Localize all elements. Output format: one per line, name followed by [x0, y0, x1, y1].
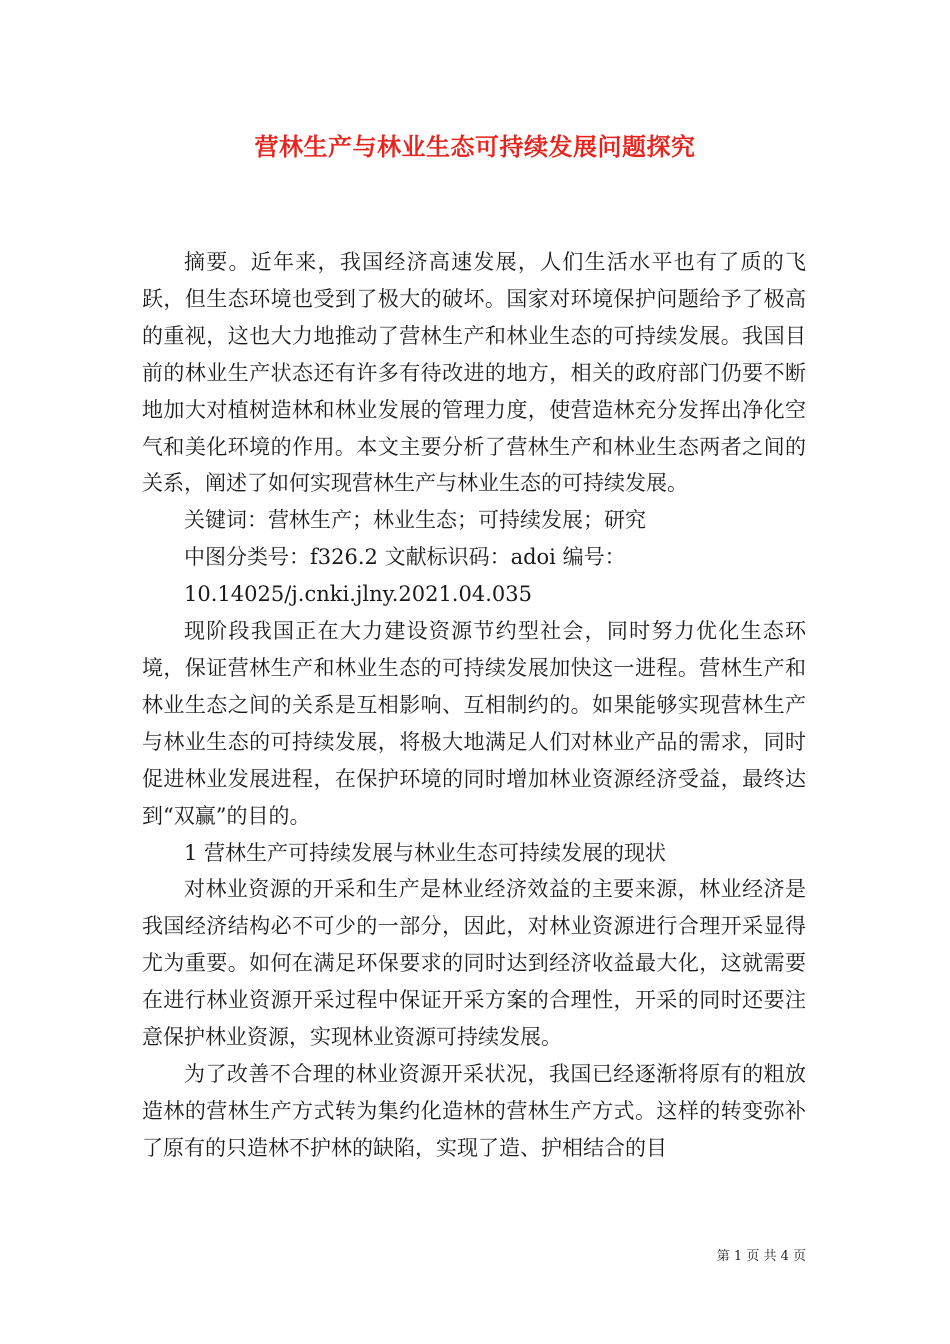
abstract-paragraph: 摘要。近年来，我国经济高速发展，人们生活水平也有了质的飞跃，但生态环境也受到了极大的破坏。国家对环境保护问题给予了极高的重视，这也大力地推动了营林生产和林业生态的可持续发展。我国目前的林业生产状态还有许多有待改进的地方，相关的政府部门仍要不断地加大对植树造林和林业发展的管理力度，使营造林充分发挥出净化空气和美化环境的作用。本文主要分析了营林生产和林业生态两者之间的关系，阐述了如何实现营林生产与林业生态的可持续发展。	[142, 250, 806, 496]
document-body	[142, 244, 806, 1167]
document-title: 营林生产与林业生态可持续发展问题探究	[254, 132, 696, 161]
body-paragraph: 为了改善不合理的林业资源开采状况，我国已经逐渐将原有的粗放造林的营林生产方式转为集约化造林的营林生产方式。这样的转变弥补了原有的只造林不护林的缺陷，实现了造、护相结合的目	[142, 1061, 806, 1160]
body-paragraph: 对林业资源的开采和生产是林业经济效益的主要来源，林业经济是我国经济结构必不可少的一部分，因此，对林业资源进行合理开采显得尤为重要。如何在满足环保要求的同时达到经济收益最大化，这就需要在进行林业资源开采过程中保证开采方案的合理性，开采的同时还要注意保护林业资源，实现林业资源可持续发展。	[142, 877, 806, 1050]
classification-line: 中图分类号：f326.2 文献标识码：adoi 编号：	[184, 545, 626, 570]
doi-line: 10.14025/j.cnki.jlny.2021.04.035	[184, 582, 532, 607]
body-paragraph: 现阶段我国正在大力建设资源节约型社会，同时努力优化生态环境，保证营林生产和林业生态的可持续发展加快这一进程。营林生产和林业生态之间的关系是互相影响、互相制约的。如果能够实现营林生产与林业生态的可持续发展，将极大地满足人们对林业产品的需求，同时促进林业发展进程，在保护环境的同时增加林业资源经济受益，最终达到“双赢”的目的。	[142, 619, 806, 828]
page-number-footer: 第 1 页 共 4 页	[716, 1249, 806, 1264]
keywords-line: 关键词：营林生产；林业生态；可持续发展；研究	[184, 508, 646, 533]
section-heading: 1 营林生产可持续发展与林业生态可持续发展的现状	[184, 840, 667, 865]
